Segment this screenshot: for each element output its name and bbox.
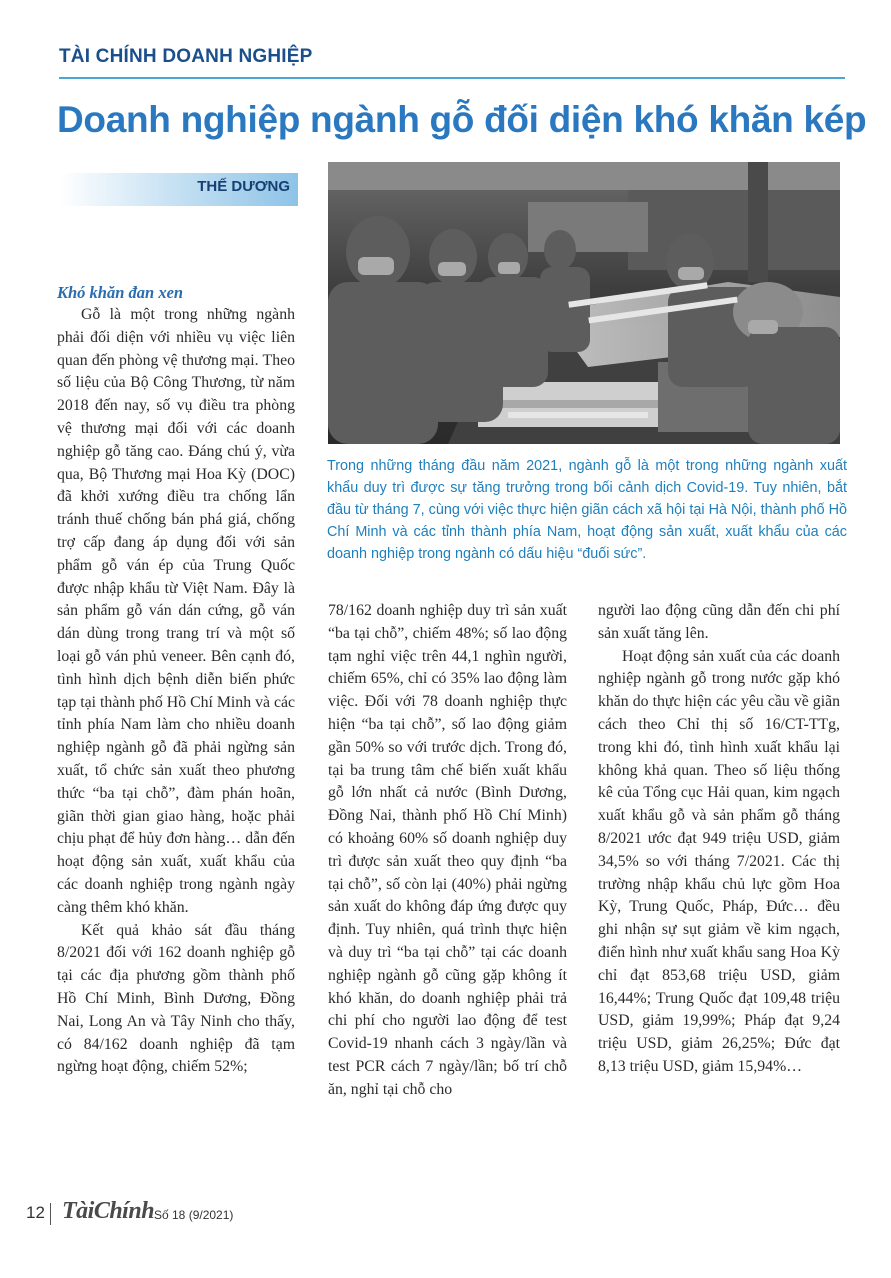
article-column-3 (598, 600, 840, 1079)
magazine-logo: TàiChính (62, 1198, 155, 1224)
paragraph: Gỗ là một trong những ngành phải đối diện với nhiều vụ việc liên quan đến phòng vệ thương mại. Theo số liệu của Bộ Công Thương, từ năm 2018 đến nay, số vụ điều tra phòng vệ thương mại đối với các doanh nghiệp gỗ tăng cao. Đáng chú ý, vừa qua, Bộ Thương mại Hoa Kỳ (DOC) đã khởi xướng điều tra chống lẩn tránh thuế chống bán phá giá, chống trợ cấp đang áp dụng đối với sản phẩm gỗ ván ép của Trung Quốc được nhập khẩu từ Việt Nam. Đây là sản phẩm gỗ ván dán cứng, gỗ ván dán dùng trong trang trí và một số loại gỗ ván phủ veneer. Bên cạnh đó, tình hình dịch bệnh diễn biến phức tạp tại thành phố Hồ Chí Minh và các tỉnh phía Nam làm cho nhiều doanh nghiệp ngành gỗ đã phải ngừng sản xuất, tổ chức sản xuất theo phương thức “ba tại chỗ”, đàm phán hoãn, giãn thời gian giao hàng, hoặc phải chịu phạt để hủy đơn hàng… dẫn đến hoạt động sản xuất, xuất khẩu của các doanh nghiệp trong ngành ngày càng thêm khó khăn. (57, 306, 295, 916)
article-title: Doanh nghiệp ngành gỗ đối diện khó khăn kép (57, 99, 867, 140)
section-label: TÀI CHÍNH DOANH NGHIỆP (59, 46, 313, 67)
page-number: 12 (26, 1203, 45, 1222)
issue-number: Số 18 (9/2021) (154, 1208, 234, 1222)
paragraph: 78/162 doanh nghiệp duy trì sản xuất “ba tại chỗ”, chiếm 48%; số lao động tạm nghỉ việc trên 44,1 nghìn người, chiếm 65%, chỉ có 35% lao động làm việc. Đối với 78 doanh nghiệp thực hiện “ba tại chỗ”, số lao động giảm gần 50% so với trước dịch. Trong đó, tại ba trung tâm chế biến xuất khẩu gỗ lớn nhất cả nước (Bình Dương, Đồng Nai, thành phố Hồ Chí Minh) có khoảng 60% số doanh nghiệp duy trì được sản xuất theo quy định “ba tại chỗ”, số còn lại (40%) phải ngừng sản xuất do không đáp ứng được quy định. Tuy nhiên, quá trình thực hiện và duy trì “ba tại chỗ” tại các doanh nghiệp ngành gỗ cũng gặp không ít khó khăn, do doanh nghiệp phải trả chi phí cho người lao động để test Covid-19 nhanh cách 3 ngày/lần và test PCR cách 7 ngày/lần; bố trí chỗ ăn, nghỉ tại chỗ cho (328, 602, 567, 1098)
paragraph: người lao động cũng dẫn đến chi phí sản xuất tăng lên. (598, 602, 840, 642)
photo-caption: Trong những tháng đầu năm 2021, ngành gỗ là một trong những ngành xuất khẩu duy trì được sự tăng trưởng trong bối cảnh dịch Covid-19. Tuy nhiên, bắt đầu từ tháng 7, cùng với việc thực hiện giãn cách xã hội tại Hà Nội, thành phố Hồ Chí Minh và các tỉnh thành phía Nam, hoạt động sản xuất, xuất khẩu của các doanh nghiệp trong ngành có dấu hiệu “đuối sức”. (327, 458, 847, 562)
factory-workers-image (328, 162, 840, 444)
article-column-2 (328, 600, 567, 1102)
author-bar (59, 173, 298, 206)
article-column-1 (57, 281, 295, 1079)
paragraph: Kết quả khảo sát đầu tháng 8/2021 đối với 162 doanh nghiệp gỗ tại các địa phương gồm thành phố Hồ Chí Minh, Bình Dương, Đồng Nai, Long An và Tây Ninh cho thấy, có 84/162 doanh nghiệp đã tạm ngừng hoạt động, chiếm 52%; (57, 921, 295, 1076)
paragraph: Hoạt động sản xuất của các doanh nghiệp ngành gỗ trong nước gặp khó khăn do thực hiện các yêu cầu về giãn cách theo Chỉ thị số 16/CT-TTg, trong khi đó, tình hình xuất khẩu lại không khả quan. Theo số liệu thống kê của Tổng cục Hải quan, kim ngạch xuất khẩu gỗ và sản phẩm gỗ tháng 8/2021 ước đạt 949 triệu USD, giảm 34,5% so với tháng 7/2021. Các thị trường nhập khẩu chủ lực gồm Hoa Kỳ, Trung Quốc, Pháp, Đức… đều ghi nhận sự sụt giảm về kim ngạch, điển hình như xuất khẩu sang Hoa Kỳ chỉ đạt 853,68 triệu USD, giảm 16,44%; Trung Quốc đạt 109,48 triệu USD, giảm 19,99%; Pháp đạt 9,24 triệu USD, giảm 26,25%; Đức đạt 8,13 triệu USD, giảm 15,94%… (598, 647, 840, 1075)
section-divider (59, 77, 845, 79)
author-name: THẾ DƯƠNG (197, 178, 290, 195)
factory-photo (328, 162, 840, 444)
subheading: Khó khăn đan xen (57, 283, 184, 302)
footer-divider (50, 1203, 51, 1225)
